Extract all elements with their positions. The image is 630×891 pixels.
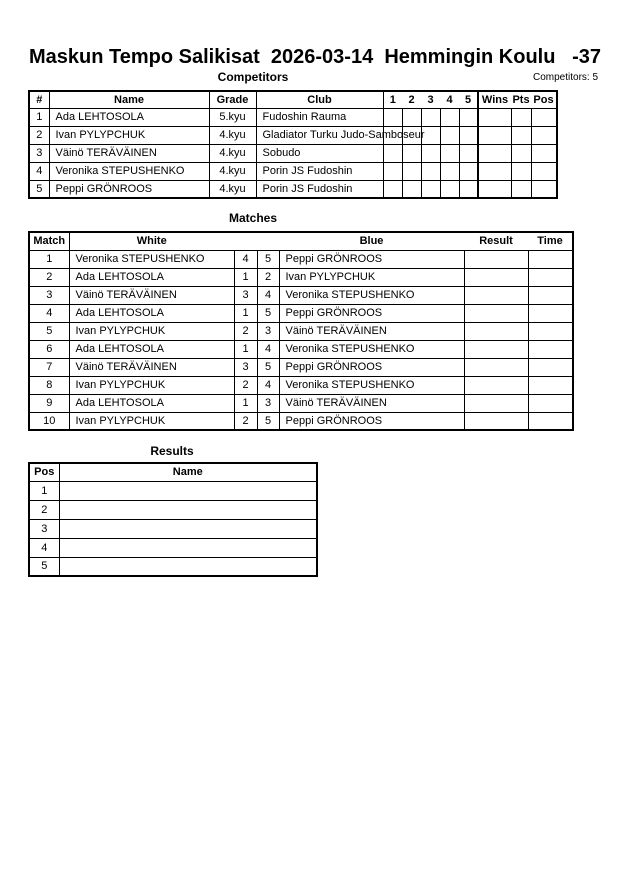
white-competitor-number: 2: [234, 322, 257, 340]
score-cell: [440, 144, 459, 162]
match-row: [29, 268, 573, 286]
competitor-row: [29, 180, 557, 198]
white-name: Ivan PYLYPCHUK: [69, 376, 234, 394]
result-row: [29, 519, 317, 538]
competitor-number: 1: [29, 108, 49, 126]
score-cell: [402, 108, 421, 126]
time-cell: [528, 322, 573, 340]
pts-cell: [511, 126, 531, 144]
result-position: 2: [29, 500, 59, 519]
competitor-club: Porin JS Fudoshin: [256, 162, 383, 180]
time-cell: [528, 268, 573, 286]
competitor-grade: 4.kyu: [209, 126, 256, 144]
blue-name: Ivan PYLYPCHUK: [279, 268, 464, 286]
blue-competitor-number: 3: [257, 322, 279, 340]
competitors-header-row: [29, 91, 557, 108]
white-competitor-number: 1: [234, 340, 257, 358]
results-table: [28, 462, 318, 577]
match-row: [29, 250, 573, 268]
wins-cell: [478, 126, 511, 144]
competitors-table: [28, 90, 558, 199]
blue-competitor-number: 2: [257, 268, 279, 286]
white-competitor-number: 1: [234, 304, 257, 322]
score-cell: [421, 180, 440, 198]
white-competitor-number: 2: [234, 412, 257, 430]
white-competitor-number: 4: [234, 250, 257, 268]
time-cell: [528, 304, 573, 322]
match-number: 5: [29, 322, 69, 340]
score-cell: [421, 108, 440, 126]
blue-competitor-number: 4: [257, 340, 279, 358]
time-cell: [528, 376, 573, 394]
white-name: Ada LEHTOSOLA: [69, 340, 234, 358]
col-header-round-4: 4: [440, 91, 459, 108]
competitor-row: [29, 126, 557, 144]
match-row: [29, 304, 573, 322]
col-header-number: #: [29, 91, 49, 108]
match-number: 6: [29, 340, 69, 358]
time-cell: [528, 412, 573, 430]
blue-name: Peppi GRÖNROOS: [279, 358, 464, 376]
match-number: 2: [29, 268, 69, 286]
result-cell: [464, 250, 528, 268]
result-cell: [464, 394, 528, 412]
col-header-result-name: Name: [59, 463, 317, 481]
wins-cell: [478, 180, 511, 198]
score-cell: [402, 162, 421, 180]
page-title: Maskun Tempo Salikisat 2026-03-14 Hemmingin Koulu -37: [28, 46, 602, 68]
competitor-name: Ada LEHTOSOLA: [49, 108, 209, 126]
col-header-pos: Pos: [531, 91, 557, 108]
result-row: [29, 538, 317, 557]
match-number: 10: [29, 412, 69, 430]
white-competitor-number: 3: [234, 358, 257, 376]
col-header-time: Time: [528, 232, 573, 250]
blue-competitor-number: 5: [257, 304, 279, 322]
blue-competitor-number: 4: [257, 286, 279, 304]
score-cell: [421, 162, 440, 180]
col-header-round-2: 2: [402, 91, 421, 108]
score-cell: [459, 180, 478, 198]
score-cell: [459, 162, 478, 180]
col-header-pts: Pts: [511, 91, 531, 108]
competitor-club: Sobudo: [256, 144, 383, 162]
result-name: [59, 557, 317, 576]
competitor-club: Fudoshin Rauma: [256, 108, 383, 126]
result-position: 3: [29, 519, 59, 538]
results-section-title: Results: [150, 444, 194, 458]
competitor-grade: 5.kyu: [209, 108, 256, 126]
result-row: [29, 500, 317, 519]
result-name: [59, 538, 317, 557]
pos-cell: [531, 180, 557, 198]
time-cell: [528, 358, 573, 376]
blue-competitor-number: 4: [257, 376, 279, 394]
match-row: [29, 286, 573, 304]
competitor-row: [29, 144, 557, 162]
white-competitor-number: 3: [234, 286, 257, 304]
score-cell: [459, 126, 478, 144]
blue-competitor-number: 5: [257, 412, 279, 430]
competitor-grade: 4.kyu: [209, 162, 256, 180]
score-cell: [440, 162, 459, 180]
col-header-round-1: 1: [383, 91, 402, 108]
result-position: 1: [29, 481, 59, 500]
result-name: [59, 481, 317, 500]
score-cell: [383, 144, 402, 162]
time-cell: [528, 340, 573, 358]
result-cell: [464, 322, 528, 340]
match-row: [29, 394, 573, 412]
score-cell: [440, 180, 459, 198]
competitor-row: [29, 162, 557, 180]
col-header-match: Match: [29, 232, 69, 250]
time-cell: [528, 286, 573, 304]
score-cell: [459, 108, 478, 126]
col-header-white-num: [234, 232, 257, 250]
col-header-blue-num: [257, 232, 279, 250]
match-number: 3: [29, 286, 69, 304]
wins-cell: [478, 144, 511, 162]
score-cell: [402, 144, 421, 162]
matches-section-title: Matches: [228, 211, 278, 225]
match-row: [29, 322, 573, 340]
white-name: Ivan PYLYPCHUK: [69, 412, 234, 430]
blue-name: Peppi GRÖNROOS: [279, 304, 464, 322]
matches-table: [28, 231, 574, 431]
pos-cell: [531, 126, 557, 144]
blue-name: Veronika STEPUSHENKO: [279, 286, 464, 304]
blue-name: Peppi GRÖNROOS: [279, 412, 464, 430]
blue-name: Peppi GRÖNROOS: [279, 250, 464, 268]
competitor-row: [29, 108, 557, 126]
blue-name: Veronika STEPUSHENKO: [279, 376, 464, 394]
score-cell: [383, 162, 402, 180]
pts-cell: [511, 162, 531, 180]
score-cell: [421, 144, 440, 162]
white-name: Ada LEHTOSOLA: [69, 394, 234, 412]
col-header-club: Club: [256, 91, 383, 108]
match-row: [29, 376, 573, 394]
white-competitor-number: 1: [234, 268, 257, 286]
col-header-round-3: 3: [421, 91, 440, 108]
time-cell: [528, 250, 573, 268]
score-cell: [459, 144, 478, 162]
match-row: [29, 340, 573, 358]
result-name: [59, 500, 317, 519]
white-name: Ada LEHTOSOLA: [69, 268, 234, 286]
match-row: [29, 358, 573, 376]
result-cell: [464, 268, 528, 286]
col-header-round-5: 5: [459, 91, 478, 108]
blue-name: Veronika STEPUSHENKO: [279, 340, 464, 358]
pos-cell: [531, 144, 557, 162]
pts-cell: [511, 144, 531, 162]
result-position: 4: [29, 538, 59, 557]
competitor-number: 5: [29, 180, 49, 198]
blue-name: Väinö TERÄVÄINEN: [279, 322, 464, 340]
result-cell: [464, 412, 528, 430]
match-number: 7: [29, 358, 69, 376]
col-header-result-pos: Pos: [29, 463, 59, 481]
col-header-blue: Blue: [279, 232, 464, 250]
result-cell: [464, 358, 528, 376]
pts-cell: [511, 108, 531, 126]
col-header-name: Name: [49, 91, 209, 108]
score-cell: [440, 126, 459, 144]
col-header-wins: Wins: [478, 91, 511, 108]
pos-cell: [531, 108, 557, 126]
white-name: Veronika STEPUSHENKO: [69, 250, 234, 268]
competitors-count-label: Competitors: 5: [533, 72, 599, 83]
competitor-name: Peppi GRÖNROOS: [49, 180, 209, 198]
white-name: Väinö TERÄVÄINEN: [69, 358, 234, 376]
match-number: 4: [29, 304, 69, 322]
score-cell: [383, 180, 402, 198]
result-cell: [464, 286, 528, 304]
score-cell: [440, 108, 459, 126]
matches-header-row: [29, 232, 573, 250]
result-cell: [464, 304, 528, 322]
competitor-club: Porin JS Fudoshin: [256, 180, 383, 198]
wins-cell: [478, 108, 511, 126]
result-cell: [464, 340, 528, 358]
col-header-grade: Grade: [209, 91, 256, 108]
competitor-name: Veronika STEPUSHENKO: [49, 162, 209, 180]
wins-cell: [478, 162, 511, 180]
match-number: 8: [29, 376, 69, 394]
result-row: [29, 481, 317, 500]
competitor-number: 2: [29, 126, 49, 144]
white-name: Ada LEHTOSOLA: [69, 304, 234, 322]
score-cell: [402, 180, 421, 198]
col-header-white: White: [69, 232, 234, 250]
white-competitor-number: 1: [234, 394, 257, 412]
blue-competitor-number: 5: [257, 250, 279, 268]
competitor-grade: 4.kyu: [209, 144, 256, 162]
competitor-number: 4: [29, 162, 49, 180]
white-competitor-number: 2: [234, 376, 257, 394]
match-number: 1: [29, 250, 69, 268]
result-cell: [464, 376, 528, 394]
white-name: Väinö TERÄVÄINEN: [69, 286, 234, 304]
blue-competitor-number: 5: [257, 358, 279, 376]
competitor-club: Gladiator Turku Judo-Samboseur: [256, 126, 383, 144]
col-header-result: Result: [464, 232, 528, 250]
match-row: [29, 412, 573, 430]
time-cell: [528, 394, 573, 412]
pos-cell: [531, 162, 557, 180]
competitor-number: 3: [29, 144, 49, 162]
competitor-name: Ivan PYLYPCHUK: [49, 126, 209, 144]
competitor-name: Väinö TERÄVÄINEN: [49, 144, 209, 162]
competitor-grade: 4.kyu: [209, 180, 256, 198]
blue-name: Väinö TERÄVÄINEN: [279, 394, 464, 412]
competitors-section-title: Competitors: [217, 70, 289, 84]
score-cell: [383, 108, 402, 126]
match-number: 9: [29, 394, 69, 412]
white-name: Ivan PYLYPCHUK: [69, 322, 234, 340]
pts-cell: [511, 180, 531, 198]
blue-competitor-number: 3: [257, 394, 279, 412]
results-header-row: [29, 463, 317, 481]
result-position: 5: [29, 557, 59, 576]
result-row: [29, 557, 317, 576]
result-name: [59, 519, 317, 538]
